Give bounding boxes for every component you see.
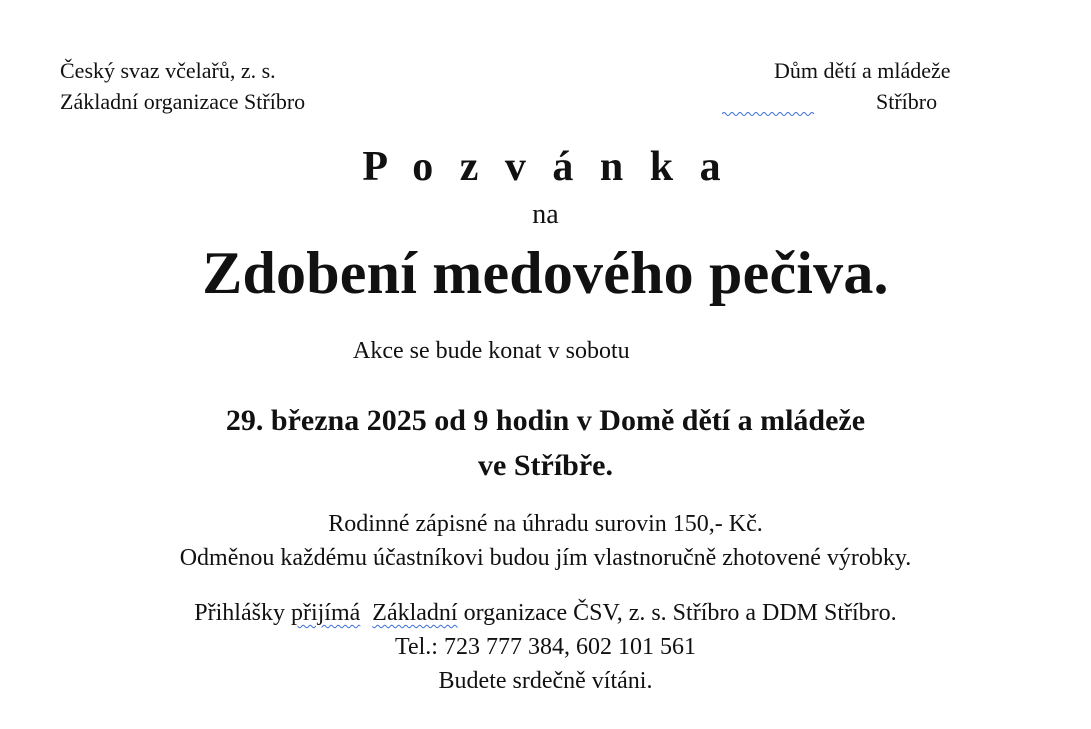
contact-phone: Tel.: 723 777 384, 602 101 561 [395, 634, 696, 660]
participation-fee: Rodinné zápisné na úhradu surovin 150,- Kč. [328, 511, 763, 537]
event-intro: Akce se bude konat v sobotu [353, 338, 630, 364]
spellcheck-word-accepts: přijímá [290, 600, 361, 626]
invitation-preposition: na [532, 199, 559, 230]
registration-prefix: Přihlášky [194, 600, 291, 626]
registration-info [0, 601, 1091, 625]
partner-city: Stříbro [876, 89, 938, 114]
sender-branch: Základní organizace Stříbro [60, 89, 306, 114]
event-title: Zdobení medového pečiva. [202, 240, 889, 306]
event-location-city: ve Stříbře. [478, 449, 613, 482]
participant-reward: Odměnou každému účastníkovi budou jím vlastnoručně zhotovené výrobky. [179, 545, 912, 571]
event-date-location: 29. března 2025 od 9 hodin v Domě dětí a mládeže [225, 404, 866, 437]
registration-suffix: organizace ČSV, z. s. Stříbro a DDM Stříbro. [457, 600, 897, 626]
invitation-heading: P o z v á n k a [362, 144, 729, 190]
registration-space [360, 600, 372, 626]
spellcheck-mark [722, 111, 816, 117]
partner-organization: Dům dětí a mládeže [774, 58, 951, 83]
sender-organization: Český svaz včelařů, z. s. [60, 58, 276, 83]
closing-greeting: Budete srdečně vítáni. [438, 668, 653, 694]
spellcheck-word-basic: Základní [372, 600, 458, 626]
